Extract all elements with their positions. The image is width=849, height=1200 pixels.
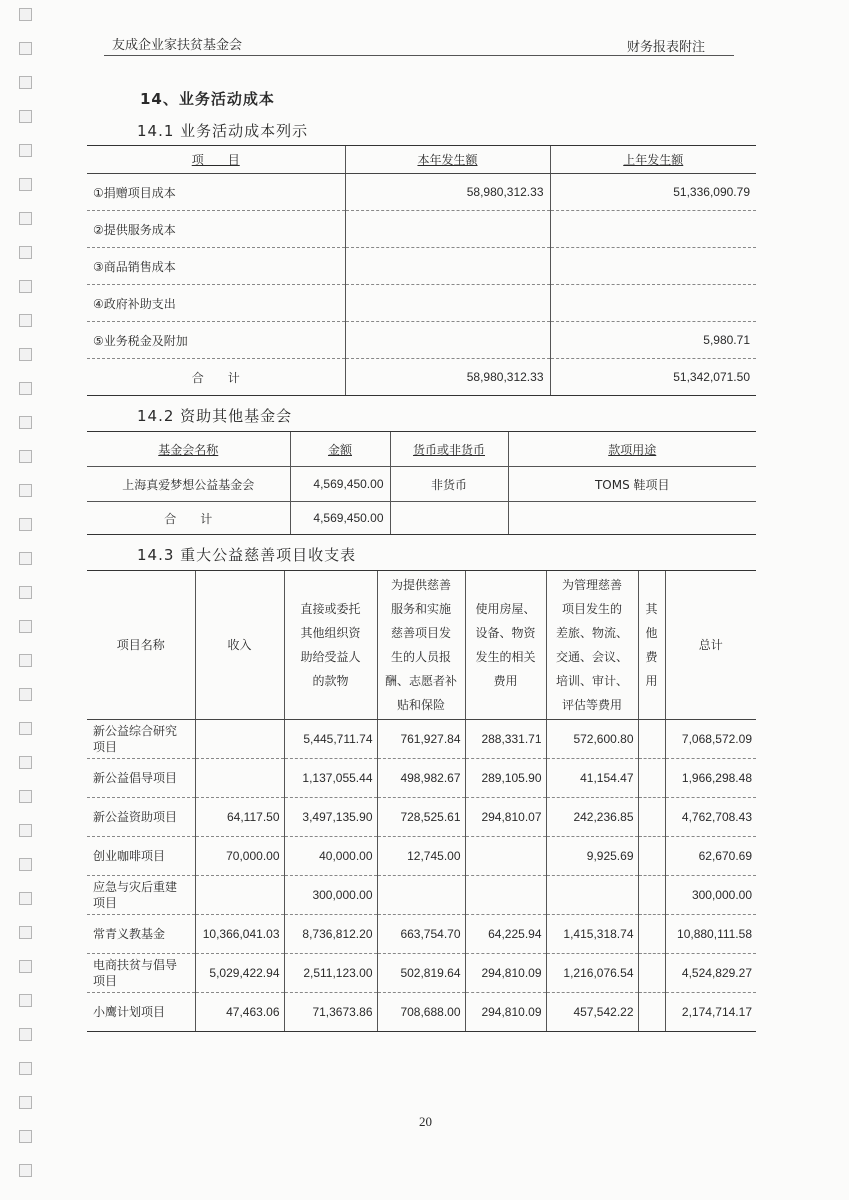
binder-hole (19, 450, 32, 463)
amount-cell (195, 720, 284, 759)
amount-cell (195, 876, 284, 915)
project-name: 常青义教基金 (87, 915, 195, 954)
amount-cell (638, 759, 665, 798)
column-header: 金额 (290, 432, 390, 467)
table-header-row (87, 432, 756, 467)
current-year-total: 58,980,312.33 (345, 359, 550, 396)
column-header: 其 他 费 用 (638, 571, 665, 720)
binder-hole (19, 518, 32, 531)
table-row (87, 915, 756, 954)
binder-hole (19, 756, 32, 769)
table-row (87, 248, 756, 285)
amount-cell: 5,029,422.94 (195, 954, 284, 993)
amount-cell: 64,225.94 (465, 915, 546, 954)
table1-title: 14.1 业务活动成本列示 (137, 122, 309, 140)
table-row (87, 322, 756, 359)
binder-hole (19, 416, 32, 429)
prior-year-value: 51,336,090.79 (550, 174, 756, 211)
amount-cell: 294,810.09 (465, 954, 546, 993)
foundation-name: 上海真爱梦想公益基金会 (87, 467, 290, 502)
amount-cell (546, 876, 638, 915)
amount-cell: 3,497,135.90 (284, 798, 377, 837)
table-header-row (87, 146, 756, 174)
amount-cell: 708,688.00 (377, 993, 465, 1032)
amount-cell: 10,366,041.03 (195, 915, 284, 954)
table-row (87, 876, 756, 915)
column-header: 本年发生额 (345, 146, 550, 174)
prior-year-value (550, 285, 756, 322)
amount-cell: 2,174,714.17 (665, 993, 756, 1032)
amount-cell: 64,117.50 (195, 798, 284, 837)
amount-cell: 502,819.64 (377, 954, 465, 993)
table-row (87, 993, 756, 1032)
amount-cell: 728,525.61 (377, 798, 465, 837)
column-header: 为提供慈善 服务和实施 慈善项目发 生的人员报 酬、志愿者补 贴和保险 (377, 571, 465, 720)
table-row (87, 837, 756, 876)
column-header: 总计 (665, 571, 756, 720)
project-name: 应急与灾后重建项目 (87, 876, 195, 915)
amount-cell: 572,600.80 (546, 720, 638, 759)
amount-cell (638, 720, 665, 759)
total-label: 合 计 (87, 359, 345, 396)
current-year-value: 58,980,312.33 (345, 174, 550, 211)
project-name: 新公益资助项目 (87, 798, 195, 837)
prior-year-value (550, 211, 756, 248)
table-header-row (87, 571, 756, 720)
table-total-row (87, 359, 756, 396)
table-row (87, 720, 756, 759)
amount-cell: 9,925.69 (546, 837, 638, 876)
row-label: ①捐赠项目成本 (87, 174, 345, 211)
current-year-value (345, 285, 550, 322)
binder-hole (19, 892, 32, 905)
binder-hole (19, 110, 32, 123)
binder-hole (19, 824, 32, 837)
table-row (87, 211, 756, 248)
amount-cell: 1,216,076.54 (546, 954, 638, 993)
binder-hole (19, 382, 32, 395)
column-header: 收入 (195, 571, 284, 720)
binder-hole (19, 620, 32, 633)
binder-hole (19, 348, 32, 361)
amount-cell: 289,105.90 (465, 759, 546, 798)
binder-hole (19, 960, 32, 973)
amount-cell (638, 915, 665, 954)
column-header: 货币或非货币 (390, 432, 508, 467)
amount-cell (465, 837, 546, 876)
column-header: 项目名称 (87, 571, 195, 720)
amount-cell: 294,810.09 (465, 993, 546, 1032)
header-section: 财务报表附注 (627, 40, 706, 55)
binder-hole (19, 280, 32, 293)
charity-project-table (87, 570, 756, 1032)
table-row (87, 954, 756, 993)
project-name: 创业咖啡项目 (87, 837, 195, 876)
section-title: 14、业务活动成本 (140, 90, 275, 108)
binder-hole (19, 552, 32, 565)
table-row (87, 285, 756, 322)
row-label: ④政府补助支出 (87, 285, 345, 322)
binder-hole (19, 144, 32, 157)
binder-hole (19, 790, 32, 803)
binder-hole (19, 8, 32, 21)
amount-cell: 300,000.00 (284, 876, 377, 915)
binder-holes (19, 8, 33, 1168)
header-divider (104, 55, 734, 56)
amount-cell: 10,880,111.58 (665, 915, 756, 954)
current-year-value (345, 248, 550, 285)
amount-cell: 8,736,812.20 (284, 915, 377, 954)
business-cost-table (87, 145, 756, 396)
binder-hole (19, 586, 32, 599)
amount-cell (638, 837, 665, 876)
binder-hole (19, 1130, 32, 1143)
binder-hole (19, 994, 32, 1007)
grant-amount: 4,569,450.00 (290, 467, 390, 502)
amount-cell: 62,670.69 (665, 837, 756, 876)
amount-cell (638, 876, 665, 915)
project-name: 新公益综合研究项目 (87, 720, 195, 759)
binder-hole (19, 1096, 32, 1109)
total-amount: 4,569,450.00 (290, 502, 390, 535)
row-label: ③商品销售成本 (87, 248, 345, 285)
table-row (87, 174, 756, 211)
amount-cell: 288,331.71 (465, 720, 546, 759)
current-year-value (345, 211, 550, 248)
total-label: 合 计 (87, 502, 290, 535)
column-header: 使用房屋、 设备、物资 发生的相关 费用 (465, 571, 546, 720)
amount-cell: 2,511,123.00 (284, 954, 377, 993)
column-header: 款项用途 (508, 432, 756, 467)
binder-hole (19, 1062, 32, 1075)
amount-cell: 761,927.84 (377, 720, 465, 759)
binder-hole (19, 178, 32, 191)
table-row (87, 759, 756, 798)
binder-hole (19, 212, 32, 225)
table2-title: 14.2 资助其他基金会 (137, 407, 293, 425)
amount-cell: 5,445,711.74 (284, 720, 377, 759)
column-header: 为管理慈善 项目发生的 差旅、物流、 交通、会议、 培训、审计、 评估等费用 (546, 571, 638, 720)
table-row (87, 798, 756, 837)
binder-hole (19, 722, 32, 735)
amount-cell: 242,236.85 (546, 798, 638, 837)
binder-hole (19, 484, 32, 497)
header-organization: 友成企业家扶贫基金会 (112, 38, 243, 53)
amount-cell: 457,542.22 (546, 993, 638, 1032)
monetary-type: 非货币 (390, 467, 508, 502)
binder-hole (19, 42, 32, 55)
column-header: 直接或委托 其他组织资 助给受益人 的款物 (284, 571, 377, 720)
amount-cell: 70,000.00 (195, 837, 284, 876)
binder-hole (19, 688, 32, 701)
amount-cell (377, 876, 465, 915)
amount-cell: 498,982.67 (377, 759, 465, 798)
amount-cell: 41,154.47 (546, 759, 638, 798)
amount-cell (638, 954, 665, 993)
binder-hole (19, 926, 32, 939)
binder-hole (19, 858, 32, 871)
amount-cell: 4,762,708.43 (665, 798, 756, 837)
prior-year-total: 51,342,071.50 (550, 359, 756, 396)
row-label: ②提供服务成本 (87, 211, 345, 248)
binder-hole (19, 1164, 32, 1177)
table3-title: 14.3 重大公益慈善项目收支表 (137, 546, 357, 564)
project-name: 新公益倡导项目 (87, 759, 195, 798)
empty-cell (508, 502, 756, 535)
amount-cell: 1,415,318.74 (546, 915, 638, 954)
amount-cell: 12,745.00 (377, 837, 465, 876)
foundation-grant-table (87, 431, 756, 535)
binder-hole (19, 1028, 32, 1041)
prior-year-value (550, 248, 756, 285)
project-name: 电商扶贫与倡导项目 (87, 954, 195, 993)
prior-year-value: 5,980.71 (550, 322, 756, 359)
amount-cell: 663,754.70 (377, 915, 465, 954)
amount-cell (638, 798, 665, 837)
amount-cell: 4,524,829.27 (665, 954, 756, 993)
binder-hole (19, 76, 32, 89)
amount-cell (465, 876, 546, 915)
table-total-row (87, 502, 756, 535)
amount-cell: 47,463.06 (195, 993, 284, 1032)
amount-cell: 294,810.07 (465, 798, 546, 837)
grant-purpose: TOMS 鞋项目 (508, 467, 756, 502)
amount-cell (638, 993, 665, 1032)
row-label: ⑤业务税金及附加 (87, 322, 345, 359)
binder-hole (19, 246, 32, 259)
column-header: 基金会名称 (87, 432, 290, 467)
page-number: 20 (419, 1114, 432, 1129)
column-header: 上年发生额 (550, 146, 756, 174)
binder-hole (19, 314, 32, 327)
amount-cell: 7,068,572.09 (665, 720, 756, 759)
table-row (87, 467, 756, 502)
binder-hole (19, 654, 32, 667)
amount-cell: 1,966,298.48 (665, 759, 756, 798)
current-year-value (345, 322, 550, 359)
amount-cell: 40,000.00 (284, 837, 377, 876)
column-header: 项 目 (87, 146, 345, 174)
amount-cell (195, 759, 284, 798)
empty-cell (390, 502, 508, 535)
amount-cell: 71,3673.86 (284, 993, 377, 1032)
amount-cell: 1,137,055.44 (284, 759, 377, 798)
amount-cell: 300,000.00 (665, 876, 756, 915)
project-name: 小鹰计划项目 (87, 993, 195, 1032)
